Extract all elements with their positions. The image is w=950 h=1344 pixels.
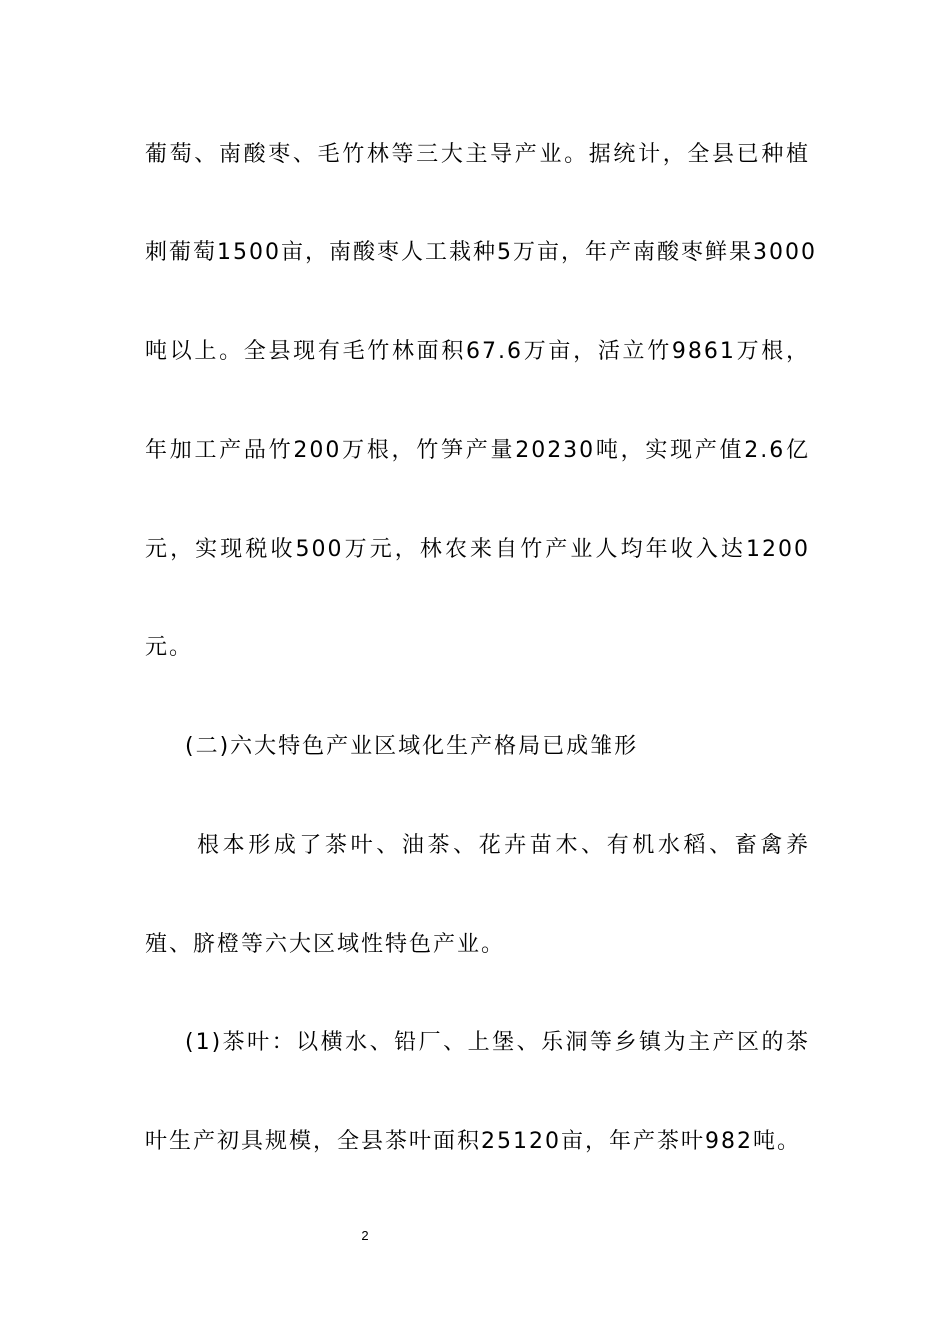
page-number: 2	[361, 1228, 369, 1243]
text-line-2: 刺葡萄1500亩，南酸枣人工栽种5万亩，年产南酸枣鲜果3000	[145, 240, 817, 265]
section-heading: (二)六大特色产业区域化生产格局已成雏形	[185, 734, 639, 759]
text-line-4: 年加工产品竹200万根，竹笋产量20230吨，实现产值2.6亿	[145, 438, 810, 463]
text-line-10: (1)茶叶：以横水、铅厂、上堡、乐洞等乡镇为主产区的茶	[185, 1030, 810, 1055]
text-line-1: 葡萄、南酸枣、毛竹林等三大主导产业。据统计，全县已种植	[145, 142, 810, 167]
text-line-8: 根本形成了茶叶、油茶、花卉苗木、有机水稻、畜禽养	[197, 833, 810, 858]
text-line-5: 元，实现税收500万元，林农来自竹产业人均年收入达1200	[145, 537, 810, 562]
text-line-6: 元。	[145, 635, 194, 660]
text-line-3: 吨以上。全县现有毛竹林面积67.6万亩，活立竹9861万根，	[145, 339, 810, 364]
text-line-11: 叶生产初具规模，全县茶叶面积25120亩，年产茶叶982吨。	[145, 1129, 801, 1154]
text-line-9: 殖、脐橙等六大区域性特色产业。	[145, 932, 506, 957]
